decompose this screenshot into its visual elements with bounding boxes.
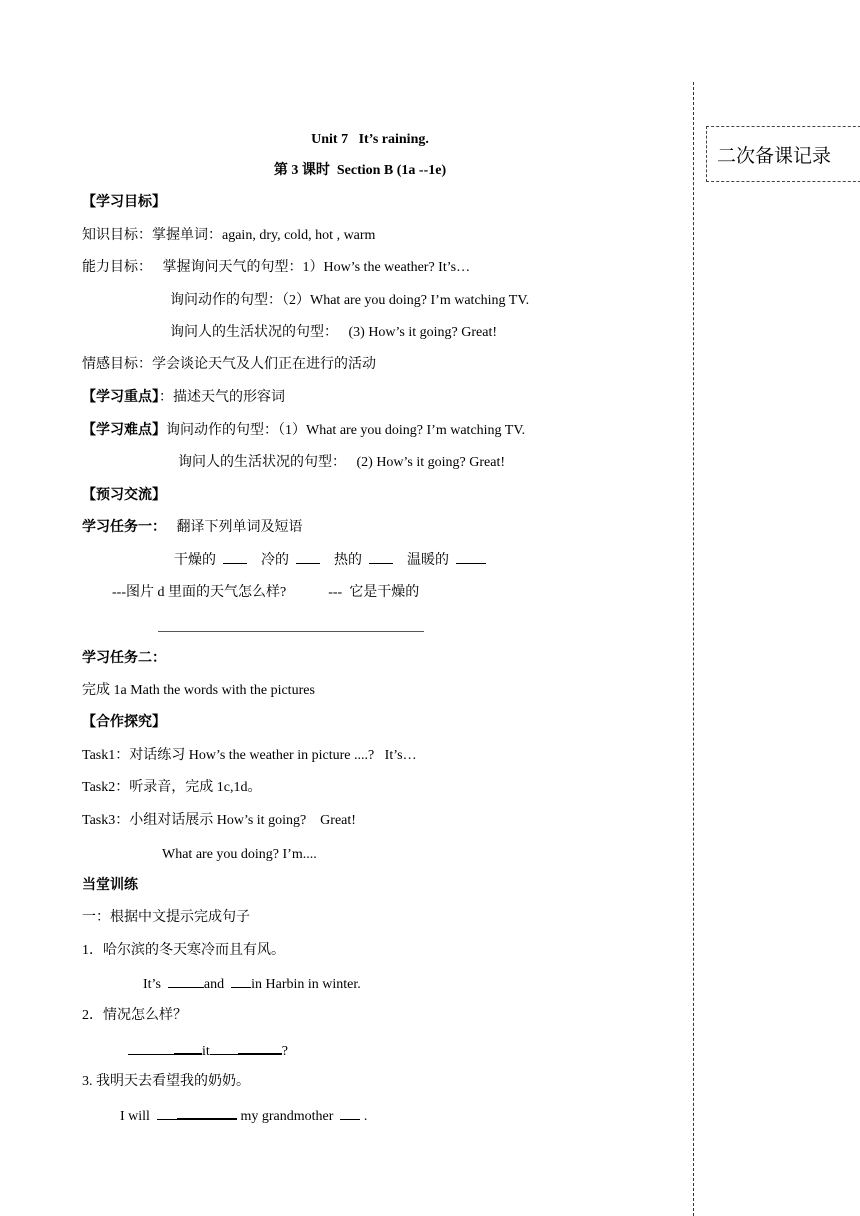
practice-heading: 当堂训练 — [82, 878, 138, 893]
emotion-objective: 情感目标：学会谈论天气及人们正在进行的活动 — [82, 357, 376, 372]
q1-text-a: It’s — [143, 977, 161, 992]
margin-divider — [693, 82, 694, 1216]
preview-heading: 【预习交流】 — [82, 488, 166, 503]
preview-task2-text: 完成 1a Math the words with the pictures — [82, 683, 315, 698]
answer-line[interactable] — [158, 631, 424, 632]
q3-text-b: my grandmother — [240, 1109, 334, 1124]
preview-task2-label: 学习任务二： — [82, 651, 166, 666]
unit-title: Unit 7 It’s raining. — [311, 132, 429, 147]
question-3: 3. 我明天去看望我的奶奶。 — [82, 1074, 250, 1089]
key-points — [82, 389, 285, 407]
preview-task1-text: 翻译下列单词及短语 — [166, 520, 303, 535]
question-2: 2．情况怎么样？ — [82, 1008, 187, 1023]
blank[interactable] — [369, 551, 393, 564]
lesson-subtitle: 第 3 课时 Section B (1a --1e) — [273, 163, 447, 178]
cooperation-task2: Task2：听录音，完成 1c,1d。 — [82, 780, 262, 795]
blank[interactable] — [157, 1107, 177, 1120]
q2-text-b: ? — [281, 1044, 288, 1059]
blank[interactable] — [177, 1106, 237, 1120]
preview-task1 — [82, 519, 303, 537]
cooperation-task3-cont: What are you doing? I’m.... — [162, 847, 317, 862]
blank[interactable] — [174, 1041, 202, 1055]
q3-text-a: I will — [120, 1109, 150, 1124]
blank[interactable] — [296, 551, 320, 564]
blank[interactable] — [456, 551, 486, 564]
blank[interactable] — [168, 975, 204, 988]
translation-words — [174, 551, 486, 570]
preview-question: ---图片 d 里面的天气怎么样? — [112, 585, 287, 600]
cooperation-task1: Task1：对话练习 How’s the weather in picture ....? It’s… — [82, 748, 417, 763]
blank[interactable] — [238, 1041, 282, 1055]
difficulties-text-1: 询问动作的句型：（1）What are you doing? I’m watching TV. — [166, 423, 526, 438]
lesson-notes-title: 二次备课记录 — [717, 145, 832, 167]
preview-answer: --- 它是干燥的 — [328, 585, 420, 600]
blank[interactable] — [223, 551, 247, 564]
word-hot: 热的 — [334, 553, 362, 568]
question-1-sentence — [143, 975, 361, 994]
word-warm: 温暖的 — [407, 553, 449, 568]
question-2-sentence — [128, 1041, 288, 1061]
difficulties — [82, 422, 525, 440]
blank[interactable] — [340, 1107, 360, 1120]
q2-text-a: it — [202, 1044, 210, 1059]
difficulties-text-2: 询问人的生活状况的句型： (2) How’s it going? Great! — [178, 455, 506, 470]
cooperation-heading: 【合作探究】 — [82, 715, 166, 730]
objectives-heading: 【学习目标】 — [82, 195, 166, 210]
practice-section: 一：根据中文提示完成句子 — [82, 910, 250, 925]
question-3-sentence — [120, 1106, 367, 1126]
q1-text-c: in Harbin in winter. — [251, 977, 361, 992]
knowledge-objective: 知识目标：掌握单词：again, dry, cold, hot , warm — [82, 228, 376, 243]
blank[interactable] — [210, 1042, 238, 1055]
cooperation-task3: Task3：小组对话展示 How’s it going? Great! — [82, 813, 356, 828]
ability-objective-1: 能力目标： 掌握询问天气的句型：1）How’s the weather? It’s… — [82, 260, 471, 275]
difficulties-label: 【学习难点】 — [82, 423, 166, 438]
preview-question-row — [112, 584, 419, 602]
question-1: 1．哈尔滨的冬天寒冷而且有风。 — [82, 943, 285, 958]
key-points-label: 【学习重点】 — [82, 390, 159, 405]
word-cold: 冷的 — [261, 553, 289, 568]
blank[interactable] — [231, 975, 251, 988]
word-dry: 干燥的 — [174, 553, 216, 568]
preview-task1-label: 学习任务一： — [82, 520, 166, 535]
ability-objective-2: 询问动作的句型：（2）What are you doing? I’m watching TV. — [170, 293, 530, 308]
q1-text-b: and — [203, 977, 225, 992]
q3-text-c: . — [363, 1109, 368, 1124]
blank[interactable] — [128, 1042, 174, 1055]
ability-objective-3: 询问人的生活状况的句型： (3) How’s it going? Great! — [170, 325, 498, 340]
key-points-text: ：描述天气的形容词 — [159, 390, 285, 405]
